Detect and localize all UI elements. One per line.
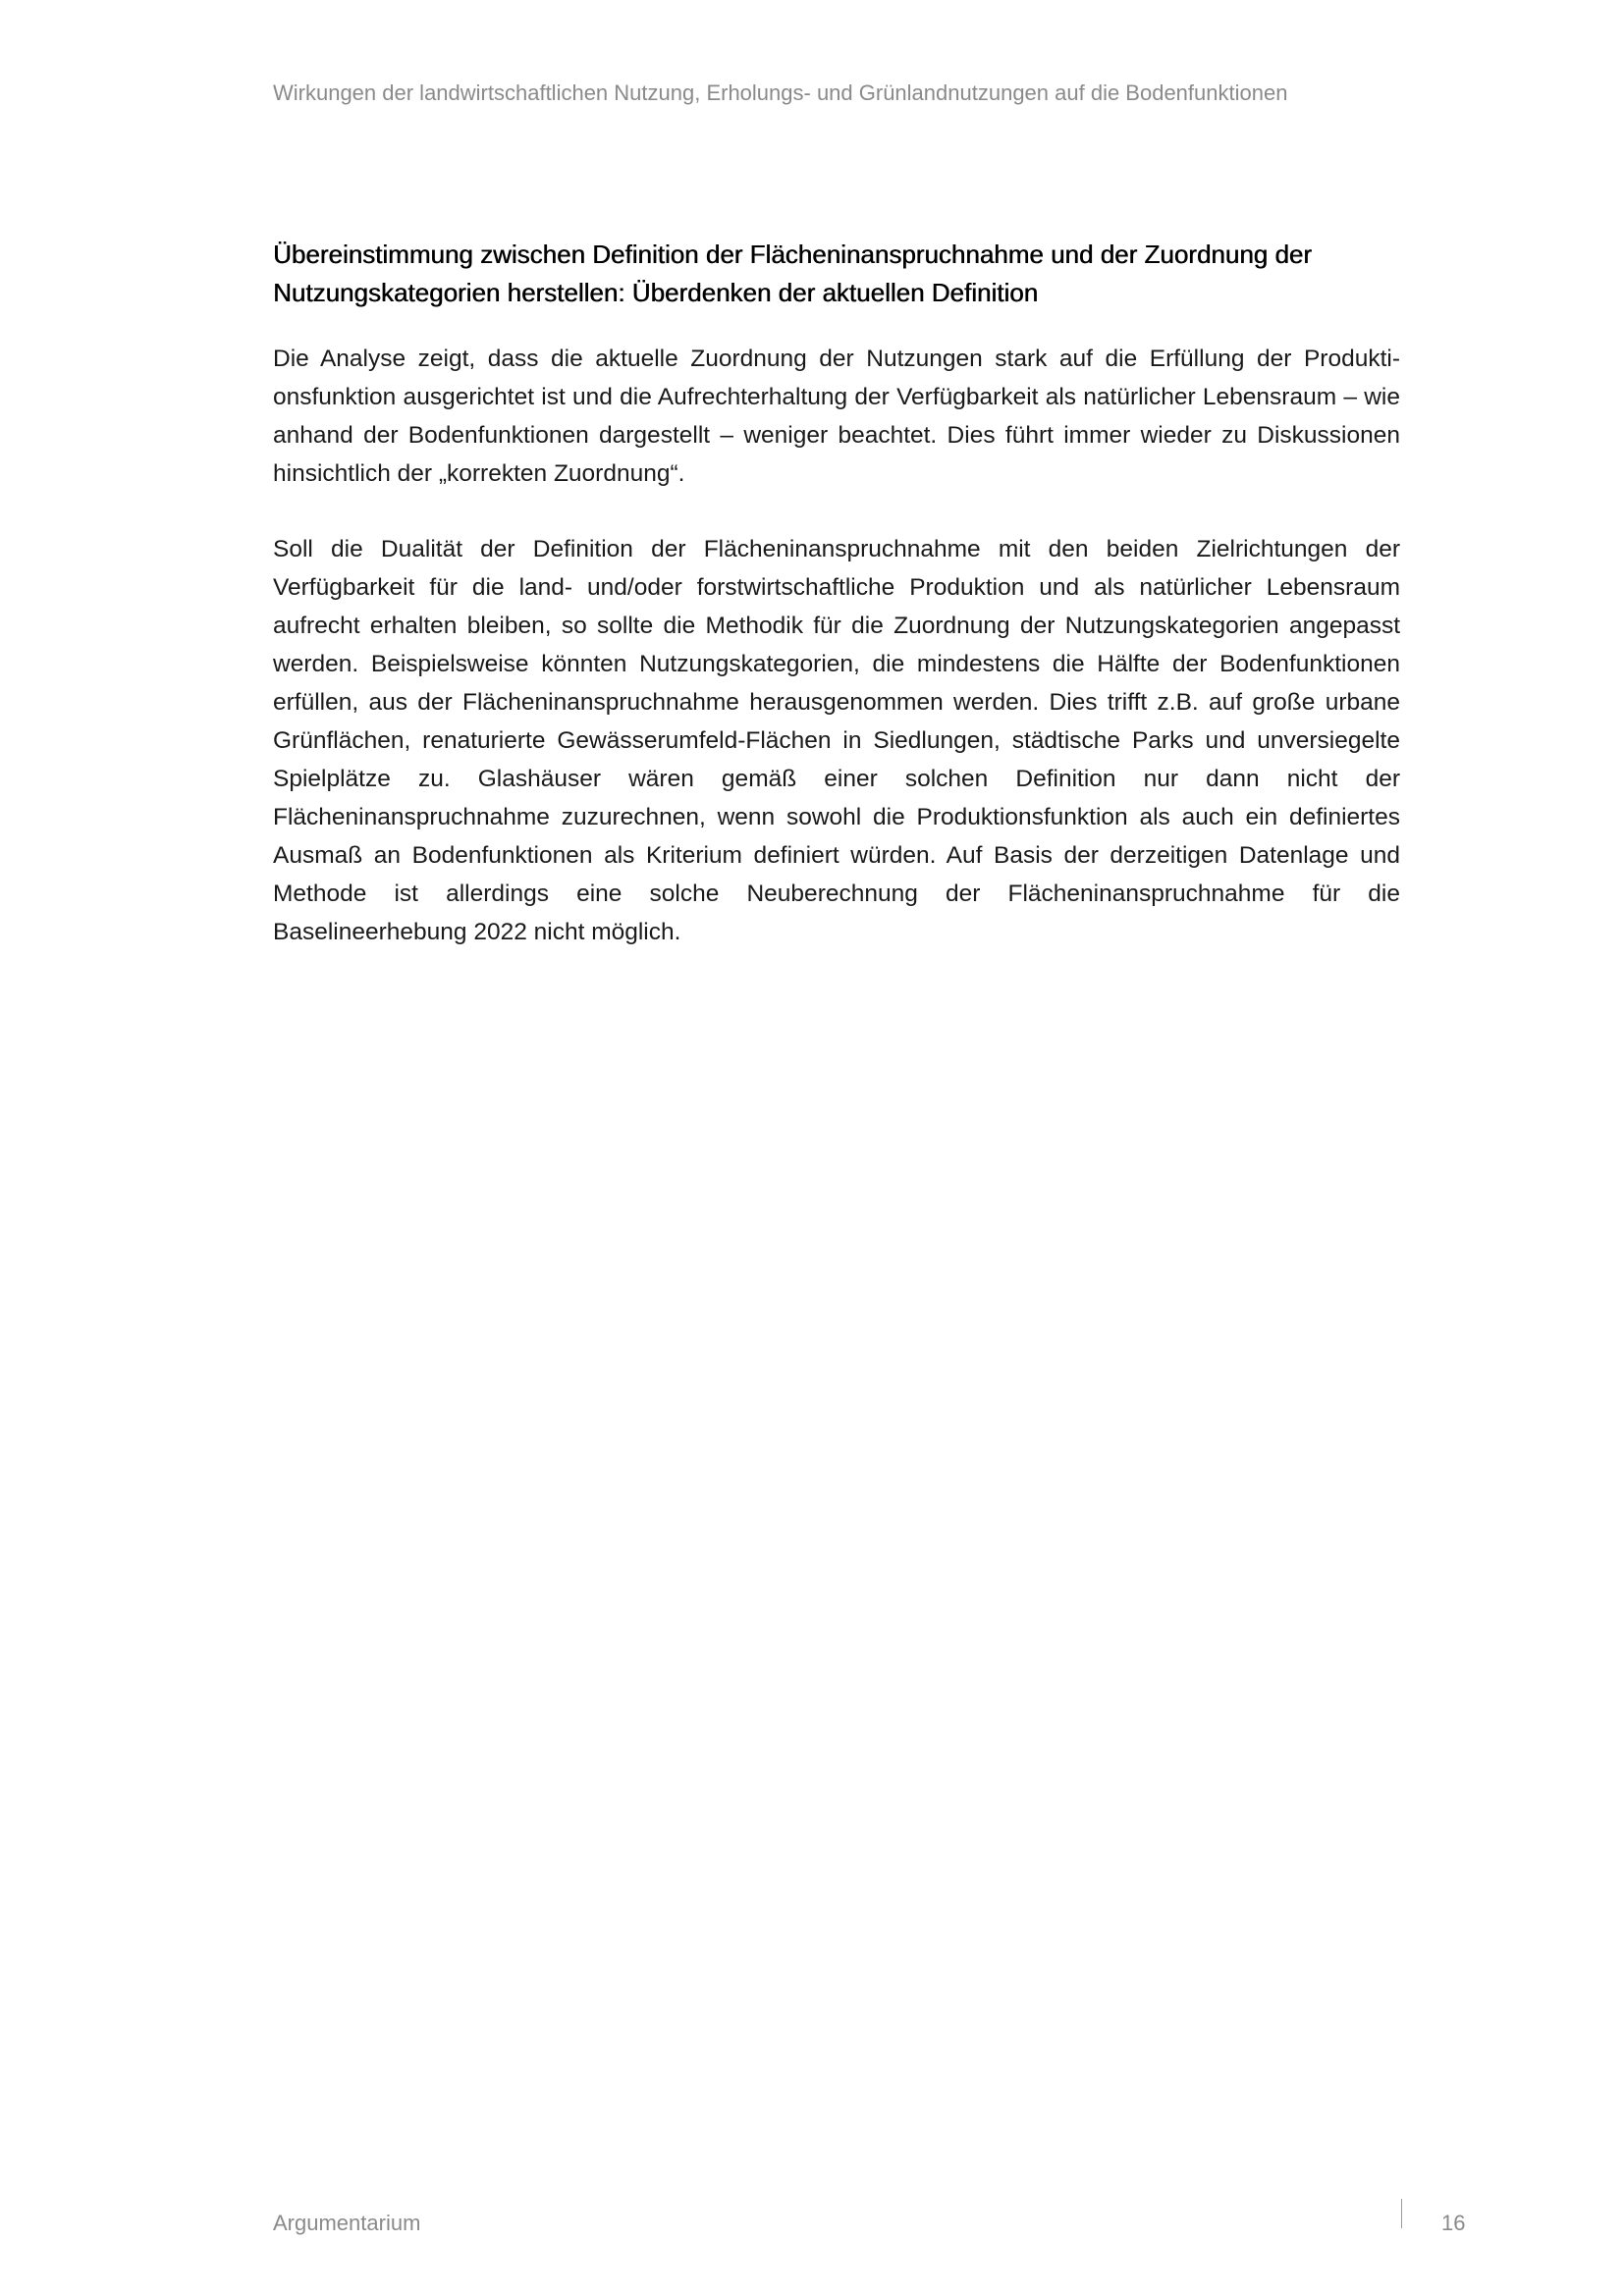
paragraph-analysis: Die Analyse zeigt, dass die aktuelle Zuordnung der Nutzungen stark auf die Erfüllung der Produktionsfunktion ausgerichtet ist und die Aufrechterhaltung der Verfügbarkeit als natürlicher Lebensraum – wie anhand der Bodenfunktionen dargestellt – weniger beachtet. Dies führt immer wieder zu Diskussionen hinsichtlich der „korrekten Zuordnung“. [273, 346, 1400, 487]
footer-document-name: Argumentarium [273, 2211, 421, 2235]
page-number: 16 [1441, 2211, 1466, 2235]
main-content [273, 236, 1400, 988]
section-heading: Übereinstimmung zwischen Definition der Flächeninanspruchnahme und der Zuordnung der Nutzungskategorien herstellen: Überdenken der aktuellen Definition [273, 240, 1312, 307]
paragraph-proposal: Soll die Dualität der Definition der Flächeninanspruchnahme mit den beiden Zielrichtungen der Verfügbarkeit für die land- und/oder forstwirtschaftliche Produktion und als natürlicher Lebensraum aufrecht erhalten bleiben, so sollte die Methodik für die Zuordnung der Nutzungskategorien angepasst werden. Beispielsweise könnten Nutzungskategorien, die mindestens die Hälfte der Bodenfunktionen erfüllen, aus der Flächeninanspruchnahme herausgenommen werden. Dies trifft z.B. auf große urbane Grünflächen, renaturierte Gewässerumfeld-Flächen in Siedlungen, städtische Parks und unversiegelte Spielplätze zu. Glashäuser wären gemäß einer solchen Definition nur dann nicht der Flächeninanspruchnahme zuzurechnen, wenn sowohl die Produktionsfunktion als auch ein definiertes Ausmaß an Bodenfunktionen als Kriterium definiert würden. Auf Basis der derzeitigen Datenlage und Methode ist allerdings eine solche Neuberechnung der Flächeninanspruchnahme für die Baselineerhebung 2022 nicht möglich. [273, 536, 1400, 945]
footer-divider [1401, 2199, 1402, 2228]
running-header: Wirkungen der landwirtschaftlichen Nutzung, Erholungs- und Grünlandnutzungen auf die Bodenfunktionen [273, 80, 1288, 105]
